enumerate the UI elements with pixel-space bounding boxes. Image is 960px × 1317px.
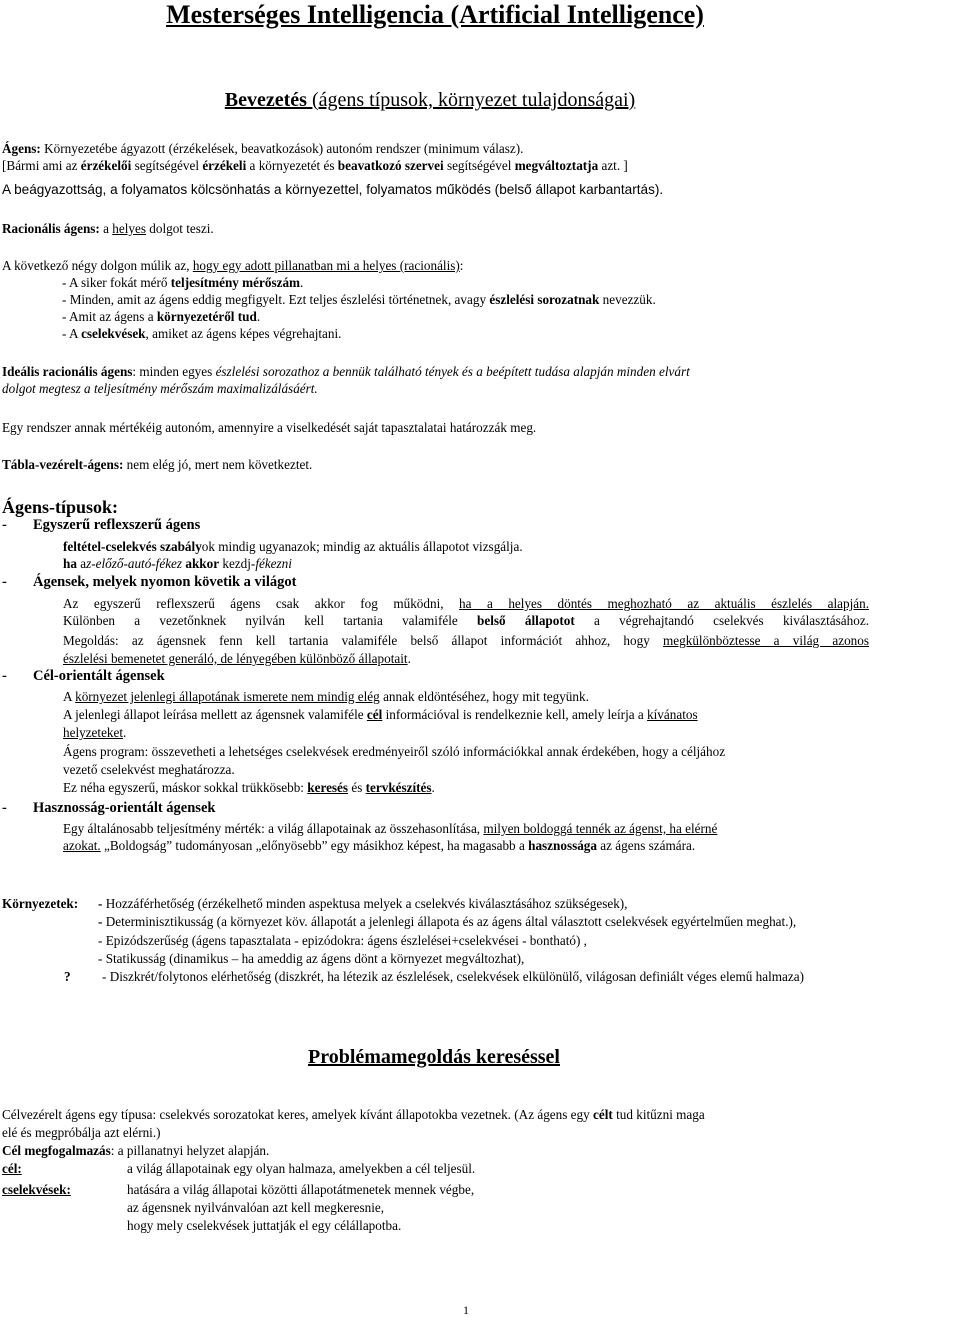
ideal-agent-definition	[2, 363, 690, 380]
actions-definition-line: hogy mely cselekvések juttatják el egy célállapotba.	[127, 1218, 402, 1233]
agent-types-heading: Ágens-típusok:	[2, 497, 119, 517]
type-dash: -	[2, 517, 7, 533]
four-things-item	[62, 308, 260, 325]
text-run: -	[98, 914, 106, 929]
goal-formulation	[2, 1142, 269, 1159]
text-run: , amiket az ágens képes végrehajtani.	[145, 326, 342, 341]
text-run: kívánatos	[647, 707, 698, 722]
text-run: érzékelői	[80, 158, 132, 173]
utility-oriented-line	[63, 837, 695, 854]
utility-oriented-line	[63, 820, 717, 837]
text-run: megkülönböztesse a világ azonos	[663, 633, 869, 648]
text-run: Környezetébe ágyazott (érzékelések, beavatkozások) autonóm rendszer (minimum válasz).	[40, 141, 524, 156]
text-run: Ágens program: összevetheti a lehetséges cselekvések eredményeiről szóló információkkal annak érdekében, hogy a céljához	[63, 744, 726, 759]
text-run: belső állapotot	[477, 613, 575, 628]
text-run: cél	[366, 707, 383, 722]
text-run: környezetéről tud	[156, 309, 257, 324]
text-run: érzékeli	[202, 158, 247, 173]
actions-definition-line: az ágensnek nyilvánvalóan azt kell megkeresnie,	[127, 1200, 385, 1215]
state-tracking-agent-title: Ágensek, melyek nyomon követik a világot	[33, 574, 297, 590]
text-run: a környezetét és	[246, 158, 338, 173]
environment-property	[98, 950, 524, 967]
text-run: .	[407, 651, 411, 666]
text-run: dolgot teszi.	[145, 221, 214, 236]
text-run: A beágyazottság, a folyamatos kölcsönhatás a környezettel, folyamatos működés (belső állapot karbantartás).	[2, 182, 664, 197]
text-run: akkor	[185, 556, 220, 571]
environments-label: Környezetek:	[2, 896, 79, 911]
rational-agent-definition	[2, 220, 214, 237]
text-run: A jelenlegi állapot leírása mellett az ágensnek valamiféle	[63, 707, 367, 722]
four-things-item	[62, 274, 303, 291]
text-run: z-előző-autó-fékez	[86, 556, 183, 571]
text-run: környezet jelenlegi állapotának ismerete nem mindig elég	[75, 689, 380, 704]
goal-oriented-agent-title: Cél-orientált ágensek	[33, 668, 165, 684]
goal-oriented-line	[63, 743, 725, 760]
text-run: annak eldöntéséhez, hogy mit tegyünk.	[379, 689, 589, 704]
text-run: „Boldogság” tudományosan „előnyösebb” egy másikhoz képest, ha magasabb a	[100, 838, 529, 853]
type-dash: -	[2, 668, 7, 684]
text-run: - A	[62, 326, 82, 341]
text-run: megváltoztatja	[514, 158, 599, 173]
text-run: beavatkozó szervei	[337, 158, 444, 173]
text-run: -	[98, 896, 106, 911]
page-number: 1	[463, 1303, 469, 1317]
heading-rest-part: (ágens típusok, környezet tulajdonságai)	[306, 89, 636, 111]
environment-property	[98, 932, 587, 949]
text-run: Determinisztikusság (a környezet köv. állapotát a jelenlegi állapota és az ágens által választott cselekvések egyértelműen meghat.),	[105, 914, 797, 929]
goal-definition: a világ állapotainak egy olyan halmaza, amelyekben a cél teljesül.	[127, 1161, 476, 1176]
table-driven-agent	[2, 456, 312, 473]
text-run: nem elég jó, mert nem következtet.	[123, 457, 313, 472]
ideal-agent-definition-cont	[2, 380, 318, 397]
text-run: .	[123, 725, 127, 740]
text-run: Ideális racionális ágens	[2, 364, 133, 379]
text-run: - Diszkrét/folytonos elérhetőség (diszkrét, ha létezik az észlelések, cselekvések elkülönülő, világosan definiált véges elemű halmaza)	[102, 969, 804, 984]
text-run: - Minden, amit az ágens eddig megfigyelt. Ezt teljes észlelési történetnek, avagy	[62, 292, 490, 307]
text-run: Megoldás: az ágensnek fenn kell tartania valamiféle belső állapot információt ahhoz, hogy	[63, 633, 664, 648]
text-run: milyen boldoggá tennék az ágenst, ha elérné	[483, 821, 718, 836]
text-run: a	[76, 556, 87, 571]
section-heading-introduction	[0, 88, 860, 112]
text-run: Az egyszerű reflexszerű ágens csak akkor fog működni,	[63, 596, 460, 611]
type-dash: -	[2, 800, 7, 816]
text-run: - Statikusság (dinamikus – ha ameddig az ágens dönt a környezet megváltozhat),	[98, 951, 525, 966]
text-run: azokat.	[63, 838, 101, 853]
goal-oriented-line	[63, 688, 589, 705]
goal-term: cél:	[2, 1161, 22, 1176]
actions-term: cselekvések:	[2, 1182, 71, 1197]
text-run: hasznossága	[528, 838, 597, 853]
environment-property	[98, 895, 627, 912]
text-run: teljesítmény mérőszám	[170, 275, 301, 290]
text-run: a	[99, 221, 113, 236]
text-run: ok mindig ugyanazok; mindig az aktuális állapotot vizsgálja.	[201, 539, 523, 554]
text-run: kezdj-	[219, 556, 256, 571]
problem-solving-intro-cont	[2, 1124, 161, 1141]
utility-oriented-agent-title: Hasznosság-orientált ágensek	[33, 800, 216, 816]
embeddedness-line	[2, 181, 663, 198]
text-run: Különben a vezetőnknek nyilván kell tartania valamiféle	[63, 613, 478, 628]
agent-definition-bracket	[2, 157, 628, 174]
problem-solving-intro	[2, 1106, 705, 1123]
text-run: .	[431, 780, 435, 795]
text-run: cselekvések	[81, 326, 146, 341]
text-run: azt. ]	[598, 158, 628, 173]
text-run: Ez néha egyszerű, máskor sokkal trükkösebb:	[63, 780, 308, 795]
document-title: Mesterséges Intelligencia (Artificial Intelligence)	[166, 0, 704, 29]
question-mark: ?	[64, 969, 71, 984]
text-run: hogy egy adott pillanatban mi a helyes (racionális)	[192, 258, 460, 273]
state-tracking-line	[63, 612, 869, 629]
text-run: információval is rendelkeznie kell, amely leírja a	[382, 707, 648, 722]
text-run: észlelési sorozatnak	[489, 292, 600, 307]
text-run: tervkészítés	[365, 780, 432, 795]
text-run: Tábla-vezérelt-ágens:	[2, 457, 124, 472]
text-run: segítségével	[131, 158, 203, 173]
text-run: : a pillanatnyi helyzet alapján.	[110, 1143, 270, 1158]
text-run: Egy rendszer annak mértékéig autonóm, amennyire a viselkedését saját tapasztalatai határozzák meg.	[2, 420, 537, 435]
text-run: vezető cselekvést meghatározza.	[63, 762, 235, 777]
text-run: Célvezérelt ágens egy típusa: cselekvés sorozatokat keres, amelyek kívánt állapotokba vezetnek. (Az ágens egy	[2, 1107, 594, 1122]
state-tracking-line	[63, 595, 869, 612]
simple-reflex-agent-title: Egyszerű reflexszerű ágens	[33, 517, 201, 533]
text-run: célt	[593, 1107, 613, 1122]
text-run: észlelési sorozathoz a bennük található tények és a beépített tudása alapján minden elvárt	[215, 364, 690, 379]
text-run: Racionális ágens:	[2, 221, 100, 236]
text-run: Ágens:	[2, 141, 41, 156]
text-run: - A siker fokát mérő	[62, 275, 171, 290]
environment-property	[98, 913, 796, 930]
text-run: helyzeteket	[63, 725, 124, 740]
text-run: a végrehajtandó cselekvés kiválasztásához.	[574, 613, 869, 628]
text-run: - Amit az ágens a	[62, 309, 157, 324]
text-run: keresés	[307, 780, 349, 795]
goal-oriented-line	[63, 706, 698, 723]
state-tracking-line	[63, 650, 411, 667]
text-run: A	[63, 689, 76, 704]
four-things-intro	[2, 257, 463, 274]
text-run: :	[459, 258, 464, 273]
actions-definition-line: hatására a világ állapotai közötti állapotátmenetek mennek végbe,	[127, 1182, 475, 1197]
text-run: nevezzük.	[599, 292, 656, 307]
text-run: .	[300, 275, 304, 290]
text-run: ha	[63, 556, 77, 571]
simple-reflex-example	[63, 555, 292, 572]
goal-oriented-line	[63, 779, 435, 796]
text-run: elé és megpróbálja azt elérni.)	[2, 1125, 161, 1140]
text-run: észlelési bemenetet generáló, de lényegében különböző állapotait	[63, 651, 408, 666]
text-run: : minden egyes	[132, 364, 216, 379]
text-run: .	[256, 309, 261, 324]
agent-definition	[2, 140, 523, 157]
text-run: és	[348, 780, 366, 795]
text-run: segítségével	[443, 158, 515, 173]
text-run: tud kitűzni maga	[612, 1107, 705, 1122]
state-tracking-line	[63, 632, 869, 649]
text-run: A következő négy dolgon múlik az,	[2, 258, 193, 273]
goal-oriented-line	[63, 761, 235, 778]
heading-bold-part: Bevezetés	[224, 89, 307, 111]
section-heading-problem-solving: Problémamegoldás kereséssel	[307, 1046, 560, 1068]
text-run: Egy általánosabb teljesítmény mérték: a világ állapotainak az összehasonlítása,	[63, 821, 484, 836]
text-run: az ágens számára.	[597, 838, 696, 853]
simple-reflex-rule	[63, 538, 523, 555]
type-dash: -	[2, 574, 7, 590]
environment-property	[102, 968, 804, 985]
text-run: helyes	[112, 221, 146, 236]
text-run: - Epizódszerűség (ágens tapasztalata - epizódokra: ágens észlelései+cselekvései - bontható) ,	[98, 933, 587, 948]
text-run: fékezni	[255, 556, 292, 571]
four-things-item	[62, 291, 656, 308]
goal-oriented-line	[63, 724, 126, 741]
text-run: dolgot megtesz a teljesítmény mérőszám maximalizálásáért.	[2, 381, 318, 396]
text-run: feltétel-cselekvés szabály	[63, 539, 202, 554]
text-run: Hozzáférhetőség (érzékelhető minden aspektusa melyek a cselekvés kiválasztásához szükségesek),	[105, 896, 628, 911]
four-things-item	[62, 325, 341, 342]
text-run: Cél megfogalmazás	[2, 1143, 111, 1158]
text-run: ha a helyes döntés meghozható az aktuális észlelés alapján.	[459, 596, 869, 611]
text-run: [Bármi ami az	[2, 158, 81, 173]
autonomy-statement	[2, 419, 536, 436]
